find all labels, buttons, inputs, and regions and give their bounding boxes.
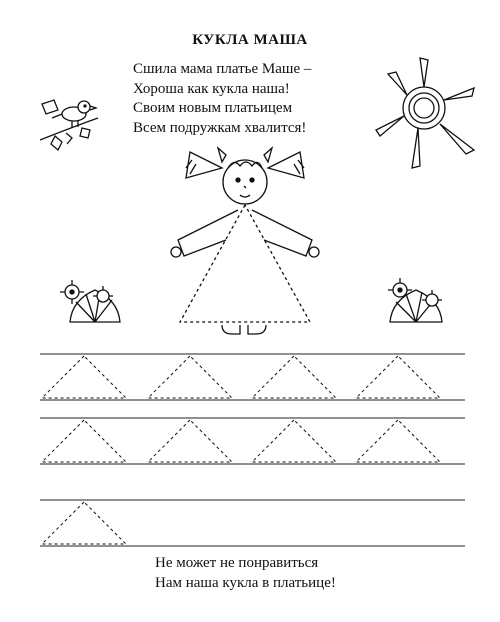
flower-icon [388,278,442,322]
tracing-rows [40,354,465,546]
sun-icon [376,58,474,168]
dashed-triangle [252,356,336,398]
dashed-triangle [42,356,126,398]
dashed-triangle [148,356,232,398]
page-title: КУКЛА МАША [192,32,308,48]
poem-line: Своим новым платьицем [133,100,293,116]
dashed-triangle [252,420,336,462]
dashed-triangle [42,502,126,544]
poem-line: Хороша как кукла наша! [133,80,290,97]
flower-icon [60,280,120,322]
closing-line: Нам наша кукла в платьице! [155,575,336,591]
bird-icon [40,100,98,150]
tracing-triangles-row-3 [42,502,126,544]
dashed-triangle [42,420,126,462]
dashed-triangle [148,420,232,462]
dashed-triangle [356,420,440,462]
tracing-triangles-row-1 [42,356,440,398]
poem-line: Сшила мама платье Маше – [133,61,312,77]
closing-verse [155,553,336,593]
dashed-triangle [356,356,440,398]
closing-line: Не может не понравиться [155,555,319,571]
doll-figure [171,148,319,334]
tracing-triangles-row-2 [42,420,440,462]
poem-line: Всем подружкам хвалится! [133,119,307,136]
